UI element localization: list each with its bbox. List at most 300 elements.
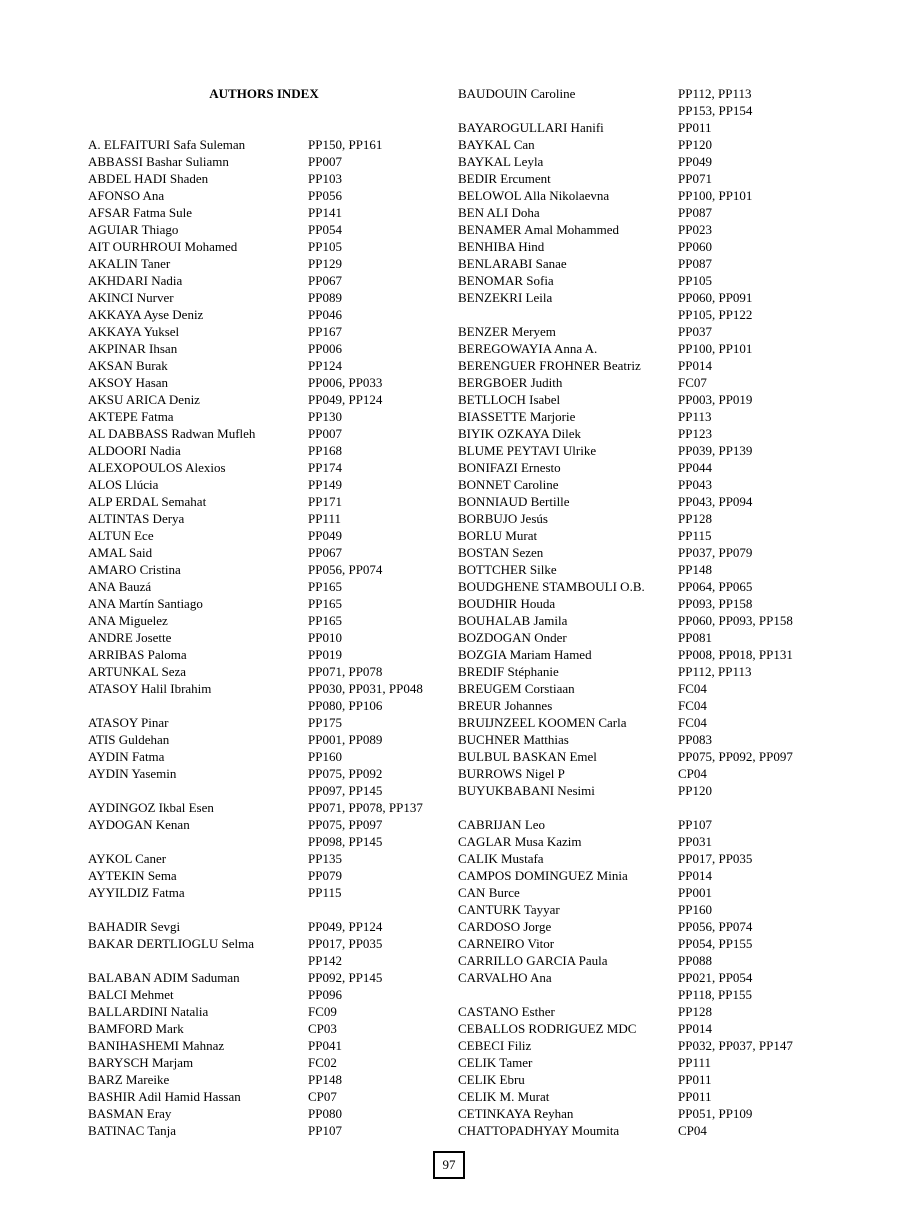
paper-codes: PP079 xyxy=(308,868,342,883)
paper-codes: PP039, PP139 xyxy=(678,443,753,458)
paper-codes: PP046 xyxy=(308,307,342,322)
author-name: BOUDGHENE STAMBOULI O.B. xyxy=(458,579,645,594)
author-entry xyxy=(88,527,440,544)
author-entry xyxy=(458,527,828,544)
paper-codes: PP030, PP031, PP048 xyxy=(308,681,423,696)
paper-codes: PP054, PP155 xyxy=(678,936,753,951)
author-entry xyxy=(458,782,828,799)
author-name: BAYKAL Leyla xyxy=(458,154,544,169)
paper-codes: PP014 xyxy=(678,1021,712,1036)
author-entry xyxy=(88,374,440,391)
author-entry xyxy=(458,510,828,527)
paper-codes: PP001 xyxy=(678,885,712,900)
author-name: BALABAN ADIM Saduman xyxy=(88,970,240,985)
paper-codes: PP167 xyxy=(308,324,342,339)
author-entry xyxy=(458,612,828,629)
author-entry xyxy=(88,408,440,425)
author-name: AKSU ARICA Deniz xyxy=(88,392,200,407)
paper-codes: PP111 xyxy=(678,1055,711,1070)
author-name: BAHADIR Sevgi xyxy=(88,919,181,934)
author-name: AIT OURHROUI Mohamed xyxy=(88,239,238,254)
author-name: ARTUNKAL Seza xyxy=(88,664,187,679)
paper-codes: PP112, PP113 xyxy=(678,86,752,101)
paper-codes: CP03 xyxy=(308,1021,337,1036)
paper-codes: PP168 xyxy=(308,443,342,458)
author-entry xyxy=(458,153,828,170)
paper-codes: PP060, PP091 xyxy=(678,290,753,305)
author-name: BEDIR Ercument xyxy=(458,171,551,186)
paper-codes: PP080, PP106 xyxy=(308,698,383,713)
author-entry xyxy=(88,663,440,680)
author-name: ALEXOPOULOS Alexios xyxy=(88,460,226,475)
paper-codes: PP088 xyxy=(678,953,712,968)
author-name: CETINKAYA Reyhan xyxy=(458,1106,574,1121)
paper-codes: PP130 xyxy=(308,409,342,424)
paper-codes: PP056 xyxy=(308,188,342,203)
author-entry xyxy=(88,1122,440,1139)
author-name: BANIHASHEMI Mahnaz xyxy=(88,1038,225,1053)
paper-codes: PP083 xyxy=(678,732,712,747)
author-name: BERENGUER FROHNER Beatriz xyxy=(458,358,641,373)
author-name: AMARO Cristina xyxy=(88,562,181,577)
paper-codes: FC04 xyxy=(678,715,707,730)
paper-codes: CP07 xyxy=(308,1089,337,1104)
paper-codes: PP060 xyxy=(678,239,712,254)
paper-codes: PP007 xyxy=(308,426,342,441)
author-entry xyxy=(458,952,828,969)
author-name: ALDOORI Nadia xyxy=(88,443,181,458)
author-name: BEREGOWAYIA Anna A. xyxy=(458,341,598,356)
author-entry xyxy=(88,510,440,527)
author-name: CALIK Mustafa xyxy=(458,851,544,866)
paper-codes: PP071, PP078, PP137 xyxy=(308,800,423,815)
author-name: BUCHNER Matthias xyxy=(458,732,569,747)
paper-codes: PP067 xyxy=(308,273,342,288)
author-name: AKHDARI Nadia xyxy=(88,273,183,288)
paper-codes: PP049, PP124 xyxy=(308,392,383,407)
author-name xyxy=(88,952,308,969)
author-name: AYTEKIN Sema xyxy=(88,868,177,883)
author-entry xyxy=(88,918,440,935)
paper-codes: CP04 xyxy=(678,766,707,781)
paper-codes: PP149 xyxy=(308,477,342,492)
paper-codes: PP097, PP145 xyxy=(308,783,383,798)
author-name: BLUME PEYTAVI Ulrike xyxy=(458,443,597,458)
author-name: AFSAR Fatma Sule xyxy=(88,205,193,220)
author-entry-continuation xyxy=(458,306,828,323)
paper-codes: PP115 xyxy=(308,885,342,900)
author-entry xyxy=(458,935,828,952)
author-entry xyxy=(458,1122,828,1139)
author-name: ANA Martín Santiago xyxy=(88,596,203,611)
author-entry xyxy=(88,1054,440,1071)
author-entry xyxy=(88,306,440,323)
paper-codes: PP060, PP093, PP158 xyxy=(678,613,793,628)
author-name: AYKOL Caner xyxy=(88,851,167,866)
author-name: ABDEL HADI Shaden xyxy=(88,171,209,186)
author-name: BRUIJNZEEL KOOMEN Carla xyxy=(458,715,627,730)
author-name: CEBALLOS RODRIGUEZ MDC xyxy=(458,1021,637,1036)
author-name: CANTURK Tayyar xyxy=(458,902,560,917)
author-entry xyxy=(88,969,440,986)
author-name: ATASOY Halil Ibrahim xyxy=(88,681,212,696)
paper-codes: PP037, PP079 xyxy=(678,545,753,560)
author-name: ATASOY Pinar xyxy=(88,715,169,730)
paper-codes: PP007 xyxy=(308,154,342,169)
author-entry xyxy=(458,595,828,612)
author-entry xyxy=(458,340,828,357)
author-name: AFONSO Ana xyxy=(88,188,165,203)
paper-codes: FC09 xyxy=(308,1004,337,1019)
paper-codes: PP049 xyxy=(308,528,342,543)
author-entry xyxy=(458,119,828,136)
paper-codes: PP128 xyxy=(678,511,712,526)
author-entry xyxy=(88,629,440,646)
paper-codes: PP080 xyxy=(308,1106,342,1121)
paper-codes: PP141 xyxy=(308,205,342,220)
author-entry xyxy=(88,425,440,442)
author-entry xyxy=(458,646,828,663)
paper-codes: PP014 xyxy=(678,358,712,373)
authors-index-left-column xyxy=(88,85,440,1139)
author-entry xyxy=(88,136,440,153)
author-name: BASHIR Adil Hamid Hassan xyxy=(88,1089,241,1104)
author-name: CAN Burce xyxy=(458,885,520,900)
paper-codes: FC04 xyxy=(678,698,707,713)
paper-codes: PP105 xyxy=(678,273,712,288)
author-entry xyxy=(458,136,828,153)
author-entry xyxy=(458,374,828,391)
author-name: AKSOY Hasan xyxy=(88,375,169,390)
paper-codes: PP113 xyxy=(678,409,712,424)
author-name xyxy=(88,782,308,799)
paper-codes: PP100, PP101 xyxy=(678,341,753,356)
paper-codes: PP049 xyxy=(678,154,712,169)
author-name: ATIS Guldehan xyxy=(88,732,170,747)
author-name: CAMPOS DOMINGUEZ Minia xyxy=(458,868,628,883)
paper-codes: PP006, PP033 xyxy=(308,375,383,390)
authors-index-right-column xyxy=(458,85,828,1139)
author-name: AKKAYA Ayse Deniz xyxy=(88,307,204,322)
author-name xyxy=(88,833,308,850)
author-name: AYYILDIZ Fatma xyxy=(88,885,185,900)
author-entry xyxy=(88,935,440,952)
author-entry xyxy=(88,561,440,578)
author-name: BATINAC Tanja xyxy=(88,1123,177,1138)
author-name: BENHIBA Hind xyxy=(458,239,545,254)
author-name: BOZGIA Mariam Hamed xyxy=(458,647,592,662)
paper-codes: PP093, PP158 xyxy=(678,596,753,611)
author-name xyxy=(458,306,678,323)
author-name: BREUGEM Corstiaan xyxy=(458,681,575,696)
author-entry-continuation xyxy=(458,102,828,119)
paper-codes: PP043 xyxy=(678,477,712,492)
paper-codes: PP175 xyxy=(308,715,342,730)
author-name: BORBUJO Jesús xyxy=(458,511,548,526)
author-entry-continuation xyxy=(458,986,828,1003)
paper-codes: PP031 xyxy=(678,834,712,849)
author-entry xyxy=(458,221,828,238)
author-entry-continuation xyxy=(88,833,440,850)
author-name: BAYAROGULLARI Hanifi xyxy=(458,120,604,135)
paper-codes: PP115 xyxy=(678,528,712,543)
author-entry xyxy=(458,323,828,340)
author-entry xyxy=(88,578,440,595)
paper-codes: PP056, PP074 xyxy=(678,919,753,934)
author-entry xyxy=(88,340,440,357)
author-name: CARDOSO Jorge xyxy=(458,919,552,934)
author-entry xyxy=(88,867,440,884)
paper-codes: PP011 xyxy=(678,120,712,135)
author-name: BENOMAR Sofia xyxy=(458,273,554,288)
author-entry xyxy=(458,578,828,595)
author-name: BASMAN Eray xyxy=(88,1106,172,1121)
paper-codes: PP075, PP092, PP097 xyxy=(678,749,793,764)
author-entry xyxy=(458,1105,828,1122)
paper-codes: PP103 xyxy=(308,171,342,186)
paper-codes: PP148 xyxy=(308,1072,342,1087)
paper-codes: PP043, PP094 xyxy=(678,494,753,509)
author-name: CARVALHO Ana xyxy=(458,970,552,985)
paper-codes: PP087 xyxy=(678,205,712,220)
author-name: CARRILLO GARCIA Paula xyxy=(458,953,608,968)
paper-codes: PP089 xyxy=(308,290,342,305)
paper-codes: PP037 xyxy=(678,324,712,339)
author-name: BOSTAN Sezen xyxy=(458,545,544,560)
author-entry xyxy=(88,1020,440,1037)
author-name xyxy=(458,102,678,119)
author-entry xyxy=(458,187,828,204)
author-entry xyxy=(88,680,440,697)
paper-codes: PP067 xyxy=(308,545,342,560)
author-entry xyxy=(88,204,440,221)
author-entry xyxy=(88,493,440,510)
author-name: CASTANO Esther xyxy=(458,1004,555,1019)
author-name: BAKAR DERTLIOGLU Selma xyxy=(88,936,255,951)
author-entry xyxy=(88,187,440,204)
author-name: AKALIN Taner xyxy=(88,256,171,271)
paper-codes: PP153, PP154 xyxy=(678,103,753,118)
author-entry xyxy=(458,969,828,986)
author-name: AKKAYA Yuksel xyxy=(88,324,180,339)
paper-codes: PP160 xyxy=(308,749,342,764)
paper-codes: PP150, PP161 xyxy=(308,137,383,152)
paper-codes: PP008, PP018, PP131 xyxy=(678,647,793,662)
paper-codes: PP112, PP113 xyxy=(678,664,752,679)
section-gap xyxy=(88,102,440,119)
paper-codes: PP064, PP065 xyxy=(678,579,753,594)
author-entry xyxy=(458,1020,828,1037)
index-title: AUTHORS INDEX xyxy=(209,86,319,101)
author-name xyxy=(88,697,308,714)
paper-codes: PP014 xyxy=(678,868,712,883)
paper-codes: PP128 xyxy=(678,1004,712,1019)
paper-codes: PP165 xyxy=(308,579,342,594)
paper-codes: PP075, PP097 xyxy=(308,817,383,832)
author-entry xyxy=(88,1071,440,1088)
author-entry xyxy=(88,748,440,765)
paper-codes: PP023 xyxy=(678,222,712,237)
author-name: ALOS Llúcia xyxy=(88,477,159,492)
author-name: AKINCI Nurver xyxy=(88,290,174,305)
paper-codes: PP123 xyxy=(678,426,712,441)
paper-codes: PP135 xyxy=(308,851,342,866)
author-name: AYDIN Fatma xyxy=(88,749,165,764)
author-entry xyxy=(458,255,828,272)
author-name: BURROWS Nigel P xyxy=(458,766,565,781)
paper-codes: PP148 xyxy=(678,562,712,577)
author-name: BALLARDINI Natalia xyxy=(88,1004,209,1019)
paper-codes: PP120 xyxy=(678,137,712,152)
paper-codes: PP092, PP145 xyxy=(308,970,383,985)
author-name: BETLLOCH Isabel xyxy=(458,392,561,407)
author-name: BOTTCHER Silke xyxy=(458,562,557,577)
author-name: CHATTOPADHYAY Moumita xyxy=(458,1123,620,1138)
author-name: BAMFORD Mark xyxy=(88,1021,184,1036)
author-entry xyxy=(88,731,440,748)
author-entry xyxy=(88,255,440,272)
paper-codes: PP001, PP089 xyxy=(308,732,383,747)
author-entry xyxy=(458,1088,828,1105)
author-name: ARRIBAS Paloma xyxy=(88,647,187,662)
paper-codes: PP021, PP054 xyxy=(678,970,753,985)
author-name: BOUDHIR Houda xyxy=(458,596,556,611)
author-entry xyxy=(458,561,828,578)
author-entry xyxy=(88,238,440,255)
author-name: CEBECI Filiz xyxy=(458,1038,532,1053)
author-name: AYDINGOZ Ikbal Esen xyxy=(88,800,214,815)
paper-codes: PP111 xyxy=(308,511,341,526)
author-name: AKPINAR Ihsan xyxy=(88,341,178,356)
author-entry xyxy=(458,357,828,374)
author-entry xyxy=(88,323,440,340)
paper-codes: PP171 xyxy=(308,494,342,509)
author-entry xyxy=(458,918,828,935)
paper-codes: FC07 xyxy=(678,375,707,390)
author-entry xyxy=(88,391,440,408)
author-entry xyxy=(88,442,440,459)
author-entry xyxy=(88,816,440,833)
author-name: AYDOGAN Kenan xyxy=(88,817,190,832)
author-entry xyxy=(458,85,828,102)
author-name: CELIK M. Murat xyxy=(458,1089,550,1104)
paper-codes: PP165 xyxy=(308,613,342,628)
author-entry xyxy=(458,408,828,425)
paper-codes: PP100, PP101 xyxy=(678,188,753,203)
author-name: BIYIK OZKAYA Dilek xyxy=(458,426,582,441)
paper-codes: PP011 xyxy=(678,1089,712,1104)
author-entry-continuation xyxy=(88,782,440,799)
section-gap xyxy=(458,799,828,816)
author-entry xyxy=(88,289,440,306)
paper-codes: PP010 xyxy=(308,630,342,645)
paper-codes: PP105 xyxy=(308,239,342,254)
paper-codes: PP118, PP155 xyxy=(678,987,752,1002)
author-entry xyxy=(88,170,440,187)
author-name: BOUHALAB Jamila xyxy=(458,613,568,628)
author-entry xyxy=(458,731,828,748)
paper-codes: PP129 xyxy=(308,256,342,271)
paper-codes: PP041 xyxy=(308,1038,342,1053)
author-name: BENZER Meryem xyxy=(458,324,556,339)
paper-codes: PP105, PP122 xyxy=(678,307,753,322)
author-entry xyxy=(88,765,440,782)
author-name: AYDIN Yasemin xyxy=(88,766,177,781)
author-entry xyxy=(458,476,828,493)
author-name: BENZEKRI Leila xyxy=(458,290,553,305)
author-name: AMAL Said xyxy=(88,545,153,560)
paper-codes: PP120 xyxy=(678,783,712,798)
author-entry xyxy=(88,1003,440,1020)
author-name: BERGBOER Judith xyxy=(458,375,563,390)
author-entry xyxy=(458,272,828,289)
author-entry-continuation xyxy=(88,952,440,969)
author-entry xyxy=(88,884,440,901)
paper-codes: PP017, PP035 xyxy=(308,936,383,951)
paper-codes: PP096 xyxy=(308,987,342,1002)
author-entry xyxy=(458,850,828,867)
paper-codes: PP032, PP037, PP147 xyxy=(678,1038,793,1053)
author-name: BAYKAL Can xyxy=(458,137,535,152)
author-entry xyxy=(458,884,828,901)
author-name: BENAMER Amal Mohammed xyxy=(458,222,620,237)
author-name: BUYUKBABANI Nesimi xyxy=(458,783,595,798)
paper-codes: PP107 xyxy=(678,817,712,832)
paper-codes: PP054 xyxy=(308,222,342,237)
author-entry xyxy=(88,714,440,731)
author-name: ANDRE Josette xyxy=(88,630,172,645)
author-name: AL DABBASS Radwan Mufleh xyxy=(88,426,256,441)
paper-codes: FC04 xyxy=(678,681,707,696)
paper-codes: PP019 xyxy=(308,647,342,662)
author-entry-continuation xyxy=(88,697,440,714)
author-entry xyxy=(458,765,828,782)
paper-codes: PP017, PP035 xyxy=(678,851,753,866)
author-entry xyxy=(458,697,828,714)
author-name: AGUIAR Thiago xyxy=(88,222,179,237)
author-entry xyxy=(88,459,440,476)
author-entry xyxy=(458,391,828,408)
paper-codes: PP107 xyxy=(308,1123,342,1138)
section-gap xyxy=(88,901,440,918)
paper-codes: PP056, PP074 xyxy=(308,562,383,577)
author-entry xyxy=(88,357,440,374)
author-entry xyxy=(458,1071,828,1088)
author-name: BELOWOL Alla Nikolaevna xyxy=(458,188,610,203)
paper-codes: PP071 xyxy=(678,171,712,186)
paper-codes: PP087 xyxy=(678,256,712,271)
author-entry xyxy=(88,544,440,561)
author-entry xyxy=(458,629,828,646)
author-entry xyxy=(88,1088,440,1105)
author-entry xyxy=(458,425,828,442)
author-entry xyxy=(458,680,828,697)
author-name: AKTEPE Fatma xyxy=(88,409,174,424)
author-name: ANA Bauzá xyxy=(88,579,152,594)
author-entry xyxy=(88,646,440,663)
author-name: CAGLAR Musa Kazim xyxy=(458,834,582,849)
author-name: BONNET Caroline xyxy=(458,477,559,492)
author-entry xyxy=(88,850,440,867)
author-entry xyxy=(458,204,828,221)
author-entry xyxy=(88,595,440,612)
author-entry xyxy=(458,833,828,850)
author-entry xyxy=(88,272,440,289)
author-entry xyxy=(458,442,828,459)
page-number: 97 xyxy=(433,1151,465,1179)
author-name: BEN ALI Doha xyxy=(458,205,540,220)
author-name: BONIFAZI Ernesto xyxy=(458,460,561,475)
